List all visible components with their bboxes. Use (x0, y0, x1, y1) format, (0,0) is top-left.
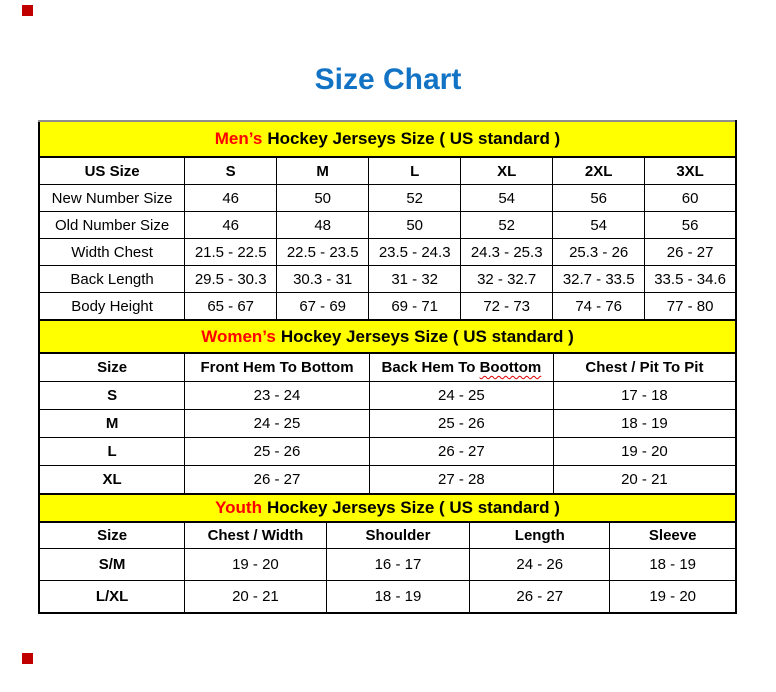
table-cell: 31 - 32 (369, 266, 461, 293)
table-cell: 32.7 - 33.5 (553, 266, 645, 293)
table-cell: 56 (645, 212, 736, 239)
mens-section-band (39, 121, 736, 157)
column-header: Size (39, 522, 185, 549)
table-cell: 21.5 - 22.5 (185, 239, 277, 266)
table-cell: 18 - 19 (610, 549, 736, 581)
table-row (39, 438, 736, 466)
table-cell: 19 - 20 (553, 438, 736, 466)
table-cell: 26 - 27 (185, 466, 370, 495)
womens-heading-highlight: Women’s (201, 326, 276, 346)
table-row (39, 581, 736, 614)
table-row (39, 293, 736, 321)
table-cell: 25.3 - 26 (553, 239, 645, 266)
table-cell: 77 - 80 (645, 293, 736, 321)
table-row (39, 185, 736, 212)
column-header: Sleeve (610, 522, 736, 549)
table-cell: 56 (553, 185, 645, 212)
column-header: Front Hem To Bottom (185, 353, 370, 382)
column-header: Back Hem To Boottom (369, 353, 553, 382)
table-cell: 20 - 21 (553, 466, 736, 495)
mens-heading-rest: Hockey Jerseys Size ( US standard ) (267, 129, 561, 148)
youth-size-table (38, 493, 737, 614)
table-cell: 30.3 - 31 (277, 266, 369, 293)
table-cell: 24.3 - 25.3 (461, 239, 553, 266)
table-cell: 29.5 - 30.3 (185, 266, 277, 293)
table-cell: 24 - 26 (470, 549, 610, 581)
column-header: Size (39, 353, 185, 382)
table-cell: 33.5 - 34.6 (645, 266, 736, 293)
table-cell: 32 - 32.7 (461, 266, 553, 293)
table-cell: 19 - 20 (610, 581, 736, 614)
table-cell: 20 - 21 (185, 581, 326, 614)
table-cell: 74 - 76 (553, 293, 645, 321)
table-cell: 46 (185, 185, 277, 212)
womens-section-band (39, 320, 736, 353)
mens-header-row (39, 157, 736, 185)
table-row (39, 239, 736, 266)
column-header: Chest / Pit To Pit (553, 353, 736, 382)
mens-section-heading (39, 121, 736, 157)
table-cell: 18 - 19 (326, 581, 470, 614)
table-cell: 54 (461, 185, 553, 212)
table-cell: 26 - 27 (645, 239, 736, 266)
table-cell: 18 - 19 (553, 410, 736, 438)
column-header: L (369, 157, 461, 185)
table-cell: 27 - 28 (369, 466, 553, 495)
table-cell: 54 (553, 212, 645, 239)
row-label: Body Height (39, 293, 185, 321)
table-row (39, 466, 736, 495)
red-square-marker-top (22, 5, 33, 16)
table-cell: 48 (277, 212, 369, 239)
column-header: M (277, 157, 369, 185)
youth-header-row (39, 522, 736, 549)
column-header: XL (461, 157, 553, 185)
misspelled-word: Boottom (479, 359, 542, 376)
womens-header-row (39, 353, 736, 382)
table-cell: 16 - 17 (326, 549, 470, 581)
row-label: L/XL (39, 581, 185, 614)
youth-heading-highlight: Youth (215, 498, 262, 517)
table-cell: 52 (461, 212, 553, 239)
table-cell: 69 - 71 (369, 293, 461, 321)
table-row (39, 549, 736, 581)
table-cell: 25 - 26 (185, 438, 370, 466)
mens-size-table (38, 120, 737, 321)
table-cell: 26 - 27 (369, 438, 553, 466)
row-label: XL (39, 466, 185, 495)
row-label: Back Length (39, 266, 185, 293)
page-title: Size Chart (314, 63, 462, 96)
table-cell: 19 - 20 (185, 549, 326, 581)
mens-heading-highlight: Men’s (214, 129, 263, 148)
red-square-marker-bottom (22, 653, 33, 664)
table-cell: 17 - 18 (553, 382, 736, 410)
table-cell: 52 (369, 185, 461, 212)
table-cell: 60 (645, 185, 736, 212)
table-cell: 24 - 25 (369, 382, 553, 410)
column-header: Chest / Width (185, 522, 326, 549)
table-cell: 25 - 26 (369, 410, 553, 438)
table-row (39, 410, 736, 438)
table-cell: 26 - 27 (470, 581, 610, 614)
column-header: 2XL (553, 157, 645, 185)
row-label: S (39, 382, 185, 410)
table-cell: 65 - 67 (185, 293, 277, 321)
womens-size-table (38, 319, 737, 495)
row-label: S/M (39, 549, 185, 581)
table-cell: 72 - 73 (461, 293, 553, 321)
row-label: Width Chest (39, 239, 185, 266)
youth-section-band (39, 494, 736, 522)
size-tables-container (38, 120, 737, 614)
column-header: US Size (39, 157, 185, 185)
table-row (39, 266, 736, 293)
column-header: 3XL (645, 157, 736, 185)
table-row (39, 382, 736, 410)
row-label: M (39, 410, 185, 438)
womens-heading-rest: Hockey Jerseys Size ( US standard ) (280, 326, 574, 346)
table-cell: 50 (369, 212, 461, 239)
table-cell: 67 - 69 (277, 293, 369, 321)
table-cell: 22.5 - 23.5 (277, 239, 369, 266)
womens-section-heading (39, 320, 736, 353)
table-cell: 23 - 24 (185, 382, 370, 410)
table-row (39, 212, 736, 239)
column-header: Shoulder (326, 522, 470, 549)
row-label: L (39, 438, 185, 466)
table-cell: 50 (277, 185, 369, 212)
table-cell: 23.5 - 24.3 (369, 239, 461, 266)
column-header: Length (470, 522, 610, 549)
youth-section-heading (39, 494, 736, 522)
column-header: S (185, 157, 277, 185)
table-cell: 46 (185, 212, 277, 239)
youth-heading-rest: Hockey Jerseys Size ( US standard ) (266, 498, 560, 517)
table-cell: 24 - 25 (185, 410, 370, 438)
row-label: Old Number Size (39, 212, 185, 239)
row-label: New Number Size (39, 185, 185, 212)
